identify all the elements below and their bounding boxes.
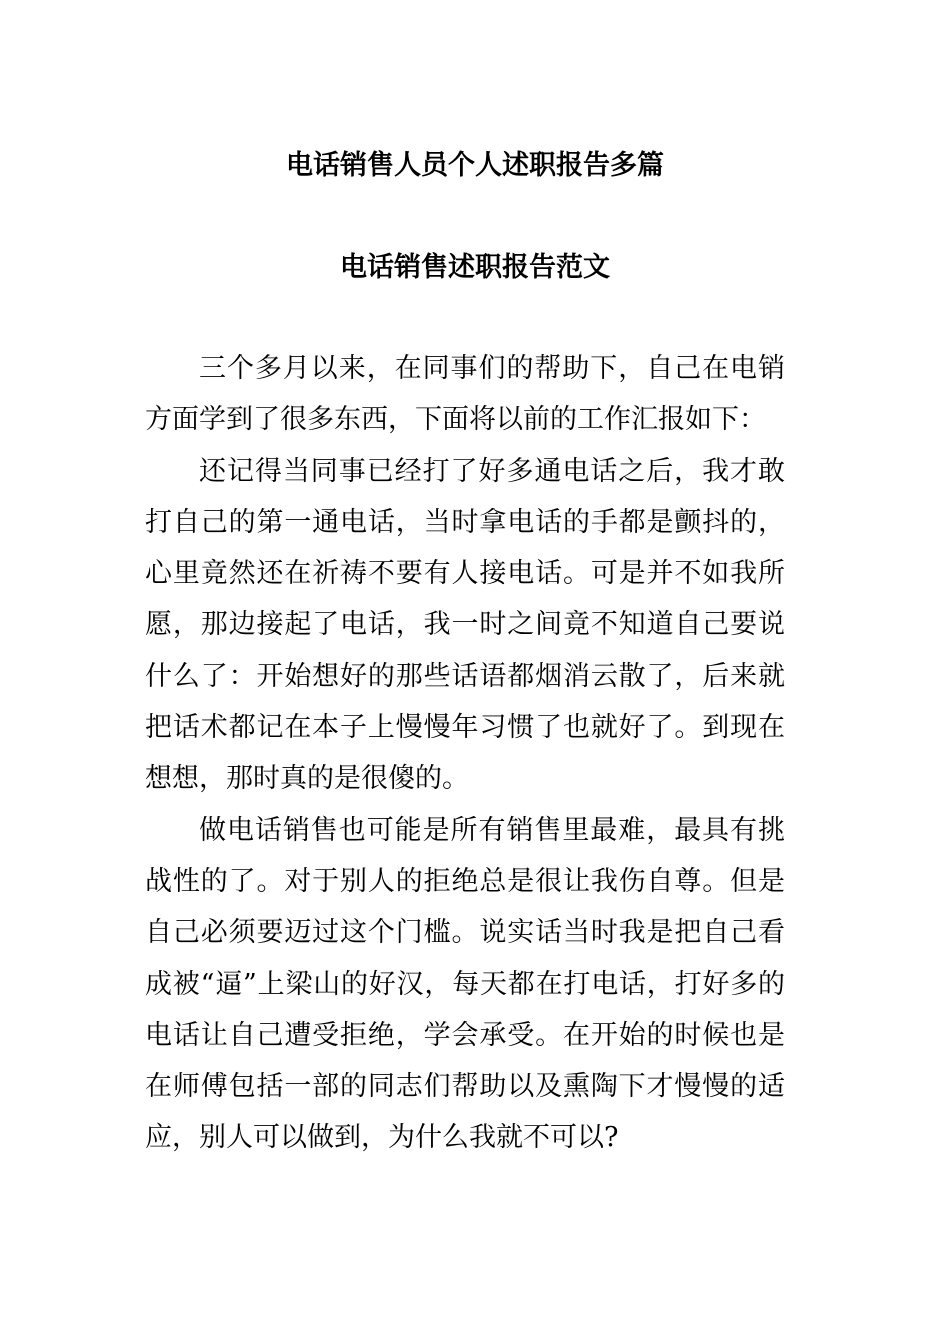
document-title: 电话销售人员个人述职报告多篇 [286,150,664,181]
paragraph-1: 三个多月以来，在同事们的帮助下，自己在电销方面学到了很多东西，下面将以前的工作汇报如下： [145,353,785,436]
document-body [145,343,785,1164]
paragraph-2: 还记得当同事已经打了好多通电话之后，我才敢打自己的第一通电话，当时拿电话的手都是颤抖的，心里竟然还在祈祷不要有人接电话。可是并不如我所愿，那边接起了电话，我一时之间竟不知道自己要说什么了：开始想好的那些话语都烟消云散了，后来就把话术都记在本子上慢慢年习惯了也就好了。到现在想想，那时真的是很傻的。 [145,455,785,795]
document-subtitle: 电话销售述职报告范文 [340,252,610,283]
paragraph-3: 做电话销售也可能是所有销售里最难，最具有挑战性的了。对于别人的拒绝总是很让我伤自尊。但是自己必须要迈过这个门槛。说实话当时我是把自己看成被“逼”上梁山的好汉，每天都在打电话，打好多的电话让自己遭受拒绝，学会承受。在开始的时候也是在师傅包括一部的同志们帮助以及熏陶下才慢慢的适应，别人可以做到，为什么我就不可以? [145,814,785,1154]
